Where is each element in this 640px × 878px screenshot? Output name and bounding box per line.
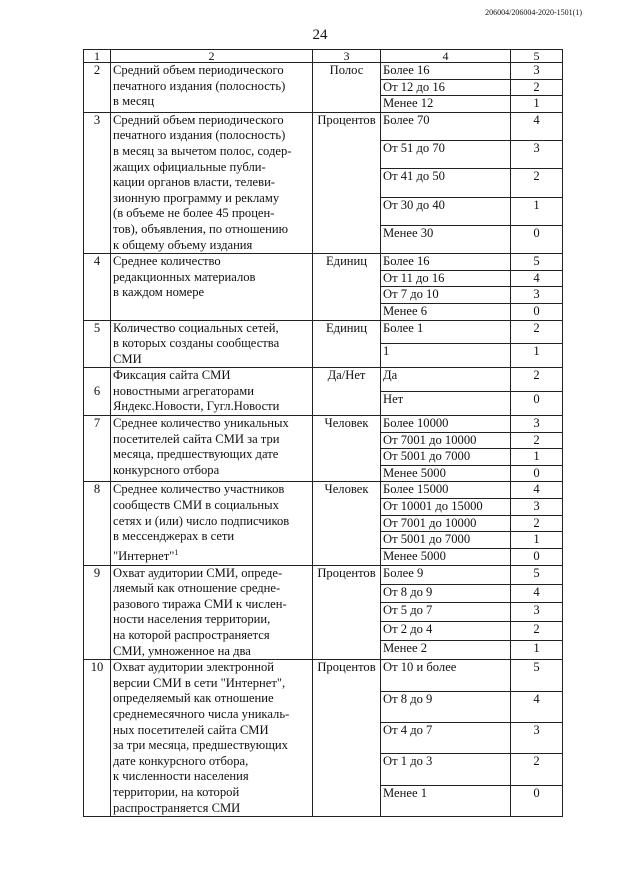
description-line: Среднее количество — [113, 254, 221, 269]
measurement-unit: Процентов — [313, 565, 381, 660]
row-number: 5 — [84, 320, 111, 368]
option-score: 2 — [511, 368, 563, 392]
measurement-unit: Процентов — [313, 660, 381, 817]
option-label: Менее 5000 — [381, 465, 511, 482]
criterion-description — [111, 254, 313, 320]
criterion-description — [111, 320, 313, 368]
description-line: сетях и (или) число подписчиков — [113, 513, 290, 528]
description-line: печатного издания (полосность) — [113, 78, 286, 93]
option-score: 5 — [511, 254, 563, 271]
table-row — [84, 482, 563, 499]
description-line: СМИ, умноженное на два — [113, 643, 251, 658]
table-row — [84, 660, 563, 691]
row-number: 3 — [84, 112, 111, 253]
option-score: 0 — [511, 785, 563, 816]
description-line: на которой распространяется — [113, 627, 270, 642]
description-line: Охват аудитории СМИ, опреде- — [113, 565, 283, 580]
option-score: 3 — [511, 141, 563, 169]
option-label: От 1 до 3 — [381, 754, 511, 785]
option-score: 1 — [511, 449, 563, 466]
option-label: Нет — [381, 392, 511, 416]
header-row — [84, 50, 563, 63]
option-label: От 5001 до 7000 — [381, 532, 511, 549]
table-row — [84, 254, 563, 271]
option-label: Менее 12 — [381, 96, 511, 113]
option-label: От 10001 до 15000 — [381, 499, 511, 516]
table-row — [84, 416, 563, 433]
option-label: От 12 до 16 — [381, 79, 511, 96]
description-line: конкурсного отбора — [113, 462, 220, 477]
measurement-unit: Человек — [313, 416, 381, 482]
description-line: редакционных материалов — [113, 269, 256, 284]
row-number: 10 — [84, 660, 111, 817]
description-line: версии СМИ в сети "Интернет", — [113, 675, 286, 690]
option-score: 4 — [511, 270, 563, 287]
description-line: кации органов власти, телеви- — [113, 175, 275, 190]
description-line: Средний объем периодического — [113, 63, 284, 77]
option-score: 3 — [511, 722, 563, 753]
description-line: в мессенджерах в сети — [113, 529, 235, 544]
option-label: От 4 до 7 — [381, 722, 511, 753]
option-label: От 11 до 16 — [381, 270, 511, 287]
option-score: 0 — [511, 303, 563, 320]
option-label: От 7001 до 10000 — [381, 432, 511, 449]
option-score: 3 — [511, 603, 563, 622]
option-label: Менее 2 — [381, 641, 511, 660]
measurement-unit: Процентов — [313, 112, 381, 253]
footnote-marker: 1 — [174, 547, 179, 557]
description-line: новостными агрегаторами — [113, 383, 254, 398]
option-score: 0 — [511, 225, 563, 253]
measurement-unit: Единиц — [313, 320, 381, 368]
description-line: печатного издания (полосность) — [113, 128, 286, 143]
option-score: 1 — [511, 96, 563, 113]
description-line: определяемый как отношение — [113, 691, 274, 706]
description-line: Среднее количество уникальных — [113, 416, 289, 431]
header-cell: 4 — [381, 50, 511, 63]
option-score: 4 — [511, 584, 563, 603]
description-line: ности населения территории, — [113, 612, 271, 627]
description-line: распространяется СМИ — [113, 800, 241, 815]
description-line: к численности населения — [113, 769, 249, 784]
description-line: Количество социальных сетей, — [113, 320, 279, 335]
criteria-table-body — [84, 50, 563, 817]
description-line: разового тиража СМИ к числен- — [113, 596, 287, 611]
option-label: От 2 до 4 — [381, 622, 511, 641]
option-label: От 8 до 9 — [381, 691, 511, 722]
option-score: 0 — [511, 548, 563, 565]
description-line: дате конкурсного отбора, — [113, 753, 249, 768]
description-line: в каждом номере — [113, 285, 205, 300]
row-number: 9 — [84, 565, 111, 660]
description-line: Фиксация сайта СМИ — [113, 368, 231, 383]
option-score: 2 — [511, 432, 563, 449]
option-score: 3 — [511, 63, 563, 80]
option-score: 3 — [511, 416, 563, 433]
table-row — [84, 565, 563, 584]
criterion-description — [111, 63, 313, 113]
option-label: Более 16 — [381, 63, 511, 80]
option-label: От 7001 до 10000 — [381, 515, 511, 532]
description-line: Охват аудитории электронной — [113, 660, 275, 675]
option-label: От 30 до 40 — [381, 197, 511, 225]
description-line: жащих официальные публи- — [113, 159, 266, 174]
description-line: среднемесячного числа уникаль- — [113, 706, 290, 721]
description-line: Яндекс.Новости, Гугл.Новости — [113, 399, 280, 414]
description-line: ляемый как отношение средне- — [113, 581, 281, 596]
description-line: ных посетителей сайта СМИ — [113, 722, 269, 737]
criterion-description — [111, 660, 313, 817]
header-cell: 3 — [313, 50, 381, 63]
description-line: к общему объему издания — [113, 237, 253, 252]
header-cell: 1 — [84, 50, 111, 63]
option-label: Более 9 — [381, 565, 511, 584]
option-label: От 51 до 70 — [381, 141, 511, 169]
description-line-with-footnote — [113, 545, 310, 565]
table-row — [84, 112, 563, 140]
option-score: 3 — [511, 499, 563, 516]
option-label: Да — [381, 368, 511, 392]
description-line: в которых созданы сообщества — [113, 336, 280, 351]
criterion-description — [111, 112, 313, 253]
option-score: 2 — [511, 169, 563, 197]
header-cell: 2 — [111, 50, 313, 63]
option-score: 4 — [511, 482, 563, 499]
row-number: 8 — [84, 482, 111, 565]
measurement-unit: Единиц — [313, 254, 381, 320]
description-line: в месяц — [113, 94, 155, 109]
criteria-table — [83, 49, 563, 817]
table-row — [84, 320, 563, 344]
option-label: От 5 до 7 — [381, 603, 511, 622]
option-score: 0 — [511, 465, 563, 482]
option-label: Более 10000 — [381, 416, 511, 433]
option-label: Более 15000 — [381, 482, 511, 499]
option-label: Менее 1 — [381, 785, 511, 816]
option-label: Менее 6 — [381, 303, 511, 320]
option-label: Менее 30 — [381, 225, 511, 253]
criterion-description — [111, 416, 313, 482]
option-score: 0 — [511, 392, 563, 416]
row-number: 7 — [84, 416, 111, 482]
description-line: в месяц за вычетом полос, содер- — [113, 143, 292, 158]
description-line: зионную программу и рекламу — [113, 190, 280, 205]
row-number: 2 — [84, 63, 111, 113]
row-number: 4 — [84, 254, 111, 320]
row-number: 6 — [84, 368, 111, 416]
option-score: 2 — [511, 320, 563, 344]
measurement-unit: Да/Нет — [313, 368, 381, 416]
option-label: От 10 и более — [381, 660, 511, 691]
option-score: 4 — [511, 691, 563, 722]
option-score: 4 — [511, 112, 563, 140]
description-line: (в объеме не более 45 процен- — [113, 206, 275, 221]
option-label: Более 70 — [381, 112, 511, 140]
option-score: 1 — [511, 197, 563, 225]
option-score: 5 — [511, 660, 563, 691]
option-label: Менее 5000 — [381, 548, 511, 565]
document-id: 206004/206004-2020-1501(1) — [485, 8, 582, 17]
table-row — [84, 368, 563, 392]
option-score: 1 — [511, 532, 563, 549]
description-line: посетителей сайта СМИ за три — [113, 431, 280, 446]
description-line: сообществ СМИ в социальных — [113, 498, 279, 513]
measurement-unit: Человек — [313, 482, 381, 565]
option-score: 2 — [511, 754, 563, 785]
option-score: 5 — [511, 565, 563, 584]
option-score: 2 — [511, 515, 563, 532]
option-label: Более 1 — [381, 320, 511, 344]
description-line: СМИ — [113, 351, 142, 366]
option-label: 1 — [381, 344, 511, 368]
description-line: тов), объявления, по отношению — [113, 221, 289, 236]
table-row — [84, 63, 563, 80]
option-score: 2 — [511, 622, 563, 641]
description-line: за три месяца, предшествующих — [113, 738, 288, 753]
description-line: "Интернет" — [113, 549, 175, 563]
criterion-description — [111, 565, 313, 660]
option-score: 2 — [511, 79, 563, 96]
option-score: 3 — [511, 287, 563, 304]
option-label: От 41 до 50 — [381, 169, 511, 197]
option-label: Более 16 — [381, 254, 511, 271]
criterion-description — [111, 368, 313, 416]
option-score: 1 — [511, 344, 563, 368]
option-label: От 8 до 9 — [381, 584, 511, 603]
description-line: месяца, предшествующих дате — [113, 447, 279, 462]
description-line: Среднее количество участников — [113, 482, 285, 497]
header-cell: 5 — [511, 50, 563, 63]
option-label: От 5001 до 7000 — [381, 449, 511, 466]
option-score: 1 — [511, 641, 563, 660]
description-line: территории, на которой — [113, 784, 240, 799]
option-label: От 7 до 10 — [381, 287, 511, 304]
description-line: Средний объем периодического — [113, 112, 284, 127]
measurement-unit: Полос — [313, 63, 381, 113]
page-number: 24 — [312, 27, 328, 43]
criterion-description — [111, 482, 313, 565]
